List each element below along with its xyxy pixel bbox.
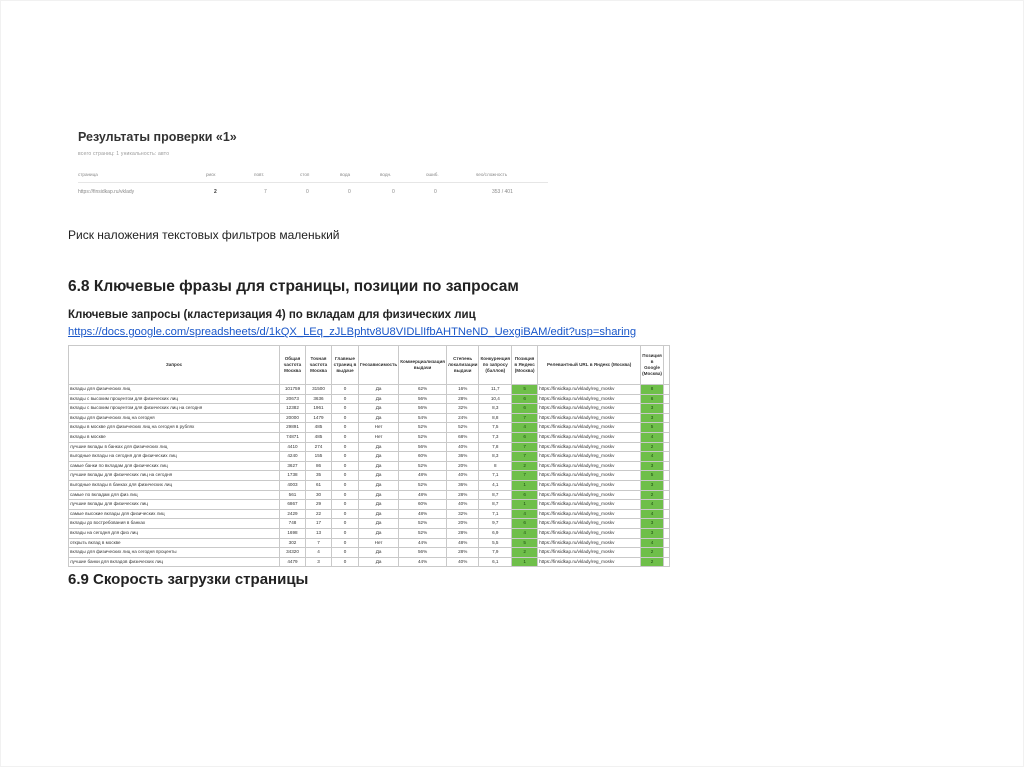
cell-exact-freq: 13 xyxy=(306,528,332,538)
cell-google-position: 4 xyxy=(641,538,664,548)
cell-extra xyxy=(663,557,669,567)
cell-yandex-url[interactable]: https://finsidkap.ru/vklady/reg_moskv xyxy=(538,519,641,529)
cell-yandex-url[interactable]: https://finsidkap.ru/vklady/reg_moskv xyxy=(538,461,641,471)
cell-google-position: 3 xyxy=(641,528,664,538)
cell-localization: 20% xyxy=(446,519,479,529)
check-cell-repeat: 7 xyxy=(264,189,267,195)
cell-localization: 28% xyxy=(446,490,479,500)
spreadsheet-link[interactable]: https://docs.google.com/spreadsheets/d/1kQX_LEq_zJLBphtv8U8VIDLlIfbAHTNeND_UexgiBAM/edit?usp=sharing xyxy=(68,326,637,338)
cell-localization: 28% xyxy=(446,528,479,538)
cell-competition: 8,8 xyxy=(479,413,512,423)
check-cell-risk: 2 xyxy=(214,189,217,195)
check-cell-water: 0 xyxy=(348,189,351,195)
cell-extra xyxy=(663,432,669,442)
cell-query: выгодные вклады на сегодня для физических лиц xyxy=(69,452,280,462)
cell-yandex-position: 4 xyxy=(512,423,538,433)
cell-geo: Да xyxy=(359,452,399,462)
check-col-stop[interactable]: стоп xyxy=(300,172,310,177)
cell-competition: 5,5 xyxy=(479,538,512,548)
cell-google-position: 3 xyxy=(641,519,664,529)
cell-commercial: 48% xyxy=(399,471,447,481)
cell-total-freq: 3627 xyxy=(280,461,306,471)
cell-total-freq: 29891 xyxy=(280,423,306,433)
cell-extra xyxy=(663,394,669,404)
cell-google-position: 4 xyxy=(641,432,664,442)
cell-main-pages: 0 xyxy=(332,548,359,558)
cell-commercial: 56% xyxy=(399,548,447,558)
section-heading-speed: 6.9 Скорость загрузки страницы xyxy=(68,571,309,588)
table-row xyxy=(69,413,670,423)
cell-query: самые банки по вкладам для физических лиц xyxy=(69,461,280,471)
cell-main-pages: 0 xyxy=(332,442,359,452)
cell-total-freq: 101759 xyxy=(280,385,306,395)
section-heading-keywords: 6.8 Ключевые фразы для страницы, позиции по запросам xyxy=(68,278,519,295)
cell-extra xyxy=(663,404,669,414)
cell-google-position: 6 xyxy=(641,394,664,404)
cell-exact-freq: 29 xyxy=(306,500,332,510)
check-col-seo[interactable]: seo/сложность xyxy=(476,172,508,177)
col-total-freq: Общая частота Москва xyxy=(280,346,306,385)
check-cell-seo: 353 / 401 xyxy=(492,189,513,195)
cell-geo: Нет xyxy=(359,423,399,433)
cell-localization: 32% xyxy=(446,404,479,414)
col-main-pages: Главные страниц в выдаче xyxy=(332,346,359,385)
keywords-table xyxy=(68,345,670,567)
check-results-title: Результаты проверки «1» xyxy=(78,130,237,144)
cell-main-pages: 0 xyxy=(332,413,359,423)
col-geo: Геозависимость xyxy=(359,346,399,385)
cell-competition: 6,1 xyxy=(479,557,512,567)
cell-localization: 36% xyxy=(446,480,479,490)
col-yandex-position: Позиция в Яндекс (Москва) xyxy=(512,346,538,385)
cell-localization: 32% xyxy=(446,509,479,519)
cell-yandex-url[interactable]: https://finsidkap.ru/vklady/reg_moskv xyxy=(538,471,641,481)
check-col-page[interactable]: страница xyxy=(78,172,98,177)
cell-commercial: 62% xyxy=(399,385,447,395)
check-results-row xyxy=(78,183,548,201)
col-localization: Степень локализации выдачи xyxy=(446,346,479,385)
cell-google-position: 3 xyxy=(641,461,664,471)
cell-total-freq: 34320 xyxy=(280,548,306,558)
cell-exact-freq: 35 xyxy=(306,471,332,481)
col-competition: Конкуренция по запросу (баллов) xyxy=(479,346,512,385)
cell-geo: Да xyxy=(359,519,399,529)
cell-yandex-url[interactable]: https://finsidkap.ru/vklady/reg_moskv xyxy=(538,413,641,423)
cell-exact-freq: 30 xyxy=(306,490,332,500)
cell-extra xyxy=(663,538,669,548)
cell-geo: Да xyxy=(359,404,399,414)
cell-extra xyxy=(663,548,669,558)
cell-main-pages: 0 xyxy=(332,385,359,395)
col-extra xyxy=(663,346,669,385)
table-row xyxy=(69,500,670,510)
cell-localization: 40% xyxy=(446,557,479,567)
cell-geo: Да xyxy=(359,471,399,481)
check-col-wateriness[interactable]: водн. xyxy=(380,172,392,177)
cell-localization: 40% xyxy=(446,500,479,510)
cell-geo: Да xyxy=(359,490,399,500)
cell-localization: 40% xyxy=(446,442,479,452)
cell-google-position: 2 xyxy=(641,490,664,500)
cell-geo: Да xyxy=(359,385,399,395)
table-row xyxy=(69,538,670,548)
cell-exact-freq: 1479 xyxy=(306,413,332,423)
cell-localization: 28% xyxy=(446,548,479,558)
cell-google-position: 2 xyxy=(641,548,664,558)
cell-yandex-position: 4 xyxy=(512,528,538,538)
cell-total-freq: 2429 xyxy=(280,509,306,519)
check-col-errors[interactable]: ошиб. xyxy=(426,172,439,177)
keywords-subtitle: Ключевые запросы (кластеризация 4) по вкладам для физических лиц xyxy=(68,309,476,321)
cell-yandex-position: 7 xyxy=(512,442,538,452)
cell-query: вклады для физических лиц на сегодня проценты xyxy=(69,548,280,558)
col-exact-freq: Точная частота Москва xyxy=(306,346,332,385)
cell-localization: 20% xyxy=(446,461,479,471)
cell-query: вклады с высоким процентом для физических лиц на сегодня xyxy=(69,404,280,414)
cell-total-freq: 74871 xyxy=(280,432,306,442)
cell-commercial: 52% xyxy=(399,528,447,538)
check-cell-wateriness: 0 xyxy=(392,189,395,195)
cell-main-pages: 0 xyxy=(332,394,359,404)
cell-yandex-position: 5 xyxy=(512,385,538,395)
table-row xyxy=(69,442,670,452)
col-yandex-url: Релевантный URL в Яндекс (Москва) xyxy=(538,346,641,385)
cell-extra xyxy=(663,528,669,538)
cell-yandex-position: 4 xyxy=(512,509,538,519)
cell-commercial: 52% xyxy=(399,461,447,471)
cell-yandex-url[interactable]: https://finsidkap.ru/vklady/reg_moskv xyxy=(538,500,641,510)
cell-exact-freq: 22 xyxy=(306,509,332,519)
cell-query: открыть вклад в москве xyxy=(69,538,280,548)
cell-yandex-url[interactable]: https://finsidkap.ru/vklady/reg_moskv xyxy=(538,557,641,567)
cell-exact-freq: 274 xyxy=(306,442,332,452)
check-col-repeat[interactable]: повт. xyxy=(254,172,265,177)
cell-exact-freq: 3 xyxy=(306,557,332,567)
cell-yandex-position: 6 xyxy=(512,394,538,404)
cell-extra xyxy=(663,442,669,452)
cell-total-freq: 12382 xyxy=(280,404,306,414)
cell-main-pages: 0 xyxy=(332,432,359,442)
cell-commercial: 52% xyxy=(399,480,447,490)
table-row xyxy=(69,548,670,558)
cell-main-pages: 0 xyxy=(332,500,359,510)
cell-yandex-position: 1 xyxy=(512,557,538,567)
col-commercial: Коммерциализация выдачи xyxy=(399,346,447,385)
cell-total-freq: 1738 xyxy=(280,471,306,481)
cell-exact-freq: 61 xyxy=(306,480,332,490)
cell-yandex-position: 7 xyxy=(512,471,538,481)
cell-extra xyxy=(663,490,669,500)
cell-yandex-url[interactable]: https://finsidkap.ru/vklady/reg_moskv xyxy=(538,394,641,404)
cell-main-pages: 0 xyxy=(332,509,359,519)
cell-geo: Да xyxy=(359,500,399,510)
cell-competition: 7,1 xyxy=(479,471,512,481)
cell-yandex-url[interactable]: https://finsidkap.ru/vklady/reg_moskv xyxy=(538,538,641,548)
cell-geo: Да xyxy=(359,413,399,423)
cell-total-freq: 302 xyxy=(280,538,306,548)
col-google-position: Позиция в Google (Москва) xyxy=(641,346,664,385)
cell-commercial: 54% xyxy=(399,413,447,423)
cell-main-pages: 0 xyxy=(332,557,359,567)
cell-yandex-position: 2 xyxy=(512,548,538,558)
cell-geo: Да xyxy=(359,528,399,538)
keywords-table-body xyxy=(69,385,670,567)
check-cell-stop: 0 xyxy=(306,189,309,195)
cell-query: лучшие банки для вкладов физических лиц xyxy=(69,557,280,567)
cell-google-position: 5 xyxy=(641,423,664,433)
cell-yandex-position: 2 xyxy=(512,461,538,471)
cell-commercial: 44% xyxy=(399,557,447,567)
cell-commercial: 44% xyxy=(399,538,447,548)
cell-exact-freq: 155 xyxy=(306,452,332,462)
cell-main-pages: 0 xyxy=(332,519,359,529)
table-row xyxy=(69,461,670,471)
cell-geo: Нет xyxy=(359,538,399,548)
cell-extra xyxy=(663,385,669,395)
check-results-header xyxy=(78,168,548,183)
cell-query: лучшие вклады для физических лиц на сегодня xyxy=(69,471,280,481)
cell-competition: 6,9 xyxy=(479,528,512,538)
cell-commercial: 52% xyxy=(399,519,447,529)
cell-commercial: 60% xyxy=(399,452,447,462)
cell-extra xyxy=(663,452,669,462)
cell-main-pages: 0 xyxy=(332,538,359,548)
cell-extra xyxy=(663,461,669,471)
cell-commercial: 56% xyxy=(399,394,447,404)
cell-localization: 68% xyxy=(446,432,479,442)
cell-extra xyxy=(663,471,669,481)
table-row xyxy=(69,432,670,442)
cell-total-freq: 1698 xyxy=(280,528,306,538)
cell-commercial: 52% xyxy=(399,423,447,433)
cell-geo: Да xyxy=(359,461,399,471)
cell-extra xyxy=(663,413,669,423)
cell-google-position: 4 xyxy=(641,452,664,462)
cell-extra xyxy=(663,423,669,433)
cell-total-freq: 20000 xyxy=(280,413,306,423)
cell-localization: 40% xyxy=(446,471,479,481)
cell-geo: Нет xyxy=(359,432,399,442)
cell-yandex-url[interactable]: https://finsidkap.ru/vklady/reg_moskv xyxy=(538,442,641,452)
cell-localization: 16% xyxy=(446,385,479,395)
cell-competition: 7,1 xyxy=(479,509,512,519)
cell-competition: 10,4 xyxy=(479,394,512,404)
table-row xyxy=(69,471,670,481)
cell-total-freq: 6867 xyxy=(280,500,306,510)
cell-query: самые по вкладам для физ лиц xyxy=(69,490,280,500)
table-row xyxy=(69,519,670,529)
cell-extra xyxy=(663,519,669,529)
cell-query: вклады в москве xyxy=(69,432,280,442)
cell-competition: 8,3 xyxy=(479,452,512,462)
cell-yandex-position: 1 xyxy=(512,500,538,510)
cell-exact-freq: 17 xyxy=(306,519,332,529)
cell-geo: Да xyxy=(359,442,399,452)
cell-total-freq: 561 xyxy=(280,490,306,500)
cell-competition: 7,8 xyxy=(479,442,512,452)
cell-query: выгодные вклады в банках для физических лиц xyxy=(69,480,280,490)
risk-summary-text: Риск наложения текстовых фильтров маленький xyxy=(68,228,340,242)
cell-yandex-url[interactable]: https://finsidkap.ru/vklady/reg_moskv xyxy=(538,423,641,433)
cell-geo: Да xyxy=(359,557,399,567)
cell-total-freq: 748 xyxy=(280,519,306,529)
table-row xyxy=(69,509,670,519)
check-col-risk[interactable]: риск xyxy=(206,172,216,177)
cell-yandex-position: 6 xyxy=(512,519,538,529)
table-row xyxy=(69,452,670,462)
cell-yandex-position: 5 xyxy=(512,538,538,548)
cell-localization: 48% xyxy=(446,538,479,548)
cell-competition: 7,5 xyxy=(479,423,512,433)
cell-competition: 7,3 xyxy=(479,432,512,442)
cell-yandex-url[interactable]: https://finsidkap.ru/vklady/reg_moskv xyxy=(538,528,641,538)
cell-total-freq: 4479 xyxy=(280,557,306,567)
cell-exact-freq: 485 xyxy=(306,432,332,442)
cell-exact-freq: 31500 xyxy=(306,385,332,395)
check-results-table xyxy=(78,168,548,201)
cell-total-freq: 4410 xyxy=(280,442,306,452)
cell-competition: 4,1 xyxy=(479,480,512,490)
cell-google-position: 2 xyxy=(641,442,664,452)
check-col-water[interactable]: вода xyxy=(340,172,351,177)
cell-query: вклады для физических лиц на сегодня xyxy=(69,413,280,423)
cell-localization: 24% xyxy=(446,413,479,423)
cell-main-pages: 0 xyxy=(332,461,359,471)
cell-competition: 8,7 xyxy=(479,490,512,500)
cell-yandex-url[interactable]: https://finsidkap.ru/vklady/reg_moskv xyxy=(538,480,641,490)
cell-exact-freq: 86 xyxy=(306,461,332,471)
table-row xyxy=(69,385,670,395)
cell-exact-freq: 4 xyxy=(306,548,332,558)
cell-main-pages: 0 xyxy=(332,528,359,538)
cell-competition: 8,3 xyxy=(479,404,512,414)
cell-total-freq: 20673 xyxy=(280,394,306,404)
cell-exact-freq: 1961 xyxy=(306,404,332,414)
keywords-header-row xyxy=(69,346,670,385)
cell-competition: 9,7 xyxy=(479,519,512,529)
table-row xyxy=(69,423,670,433)
cell-main-pages: 0 xyxy=(332,480,359,490)
cell-yandex-position: 7 xyxy=(512,452,538,462)
cell-localization: 28% xyxy=(446,394,479,404)
cell-query: вклады с высоким процентом для физических лиц xyxy=(69,394,280,404)
cell-google-position: 3 xyxy=(641,480,664,490)
cell-extra xyxy=(663,480,669,490)
cell-google-position: 3 xyxy=(641,413,664,423)
cell-total-freq: 4003 xyxy=(280,480,306,490)
cell-main-pages: 0 xyxy=(332,423,359,433)
cell-yandex-position: 1 xyxy=(512,480,538,490)
check-cell-errors: 0 xyxy=(434,189,437,195)
cell-localization: 52% xyxy=(446,423,479,433)
cell-google-position: 3 xyxy=(641,404,664,414)
cell-main-pages: 0 xyxy=(332,490,359,500)
col-query: Запрос xyxy=(69,346,280,385)
cell-query: вклады в москве для физических лиц на сегодня в рублях xyxy=(69,423,280,433)
cell-commercial: 56% xyxy=(399,442,447,452)
cell-yandex-position: 6 xyxy=(512,490,538,500)
table-row xyxy=(69,404,670,414)
cell-geo: Да xyxy=(359,394,399,404)
cell-query: вклады до востребования в банках xyxy=(69,519,280,529)
cell-query: вклады на сегодня для физ лиц xyxy=(69,528,280,538)
cell-exact-freq: 7 xyxy=(306,538,332,548)
cell-geo: Да xyxy=(359,509,399,519)
cell-yandex-position: 7 xyxy=(512,413,538,423)
cell-localization: 36% xyxy=(446,452,479,462)
cell-query: лучшие вклады в банках для физических лиц xyxy=(69,442,280,452)
cell-main-pages: 0 xyxy=(332,452,359,462)
cell-google-position: 4 xyxy=(641,500,664,510)
cell-commercial: 60% xyxy=(399,500,447,510)
cell-total-freq: 4240 xyxy=(280,452,306,462)
cell-main-pages: 0 xyxy=(332,471,359,481)
cell-main-pages: 0 xyxy=(332,404,359,414)
cell-competition: 7,9 xyxy=(479,548,512,558)
cell-yandex-url[interactable]: https://finsidkap.ru/vklady/reg_moskv xyxy=(538,490,641,500)
check-results-subtitle: всего страниц: 1 уникальность: авто xyxy=(78,151,170,157)
cell-commercial: 48% xyxy=(399,490,447,500)
cell-extra xyxy=(663,500,669,510)
cell-geo: Да xyxy=(359,480,399,490)
check-cell-page[interactable]: https://finsidkap.ru/vklady xyxy=(78,189,135,195)
cell-competition: 8 xyxy=(479,461,512,471)
table-row xyxy=(69,557,670,567)
cell-google-position: 2 xyxy=(641,557,664,567)
table-row xyxy=(69,480,670,490)
cell-yandex-url[interactable]: https://finsidkap.ru/vklady/reg_moskv xyxy=(538,432,641,442)
cell-exact-freq: 3636 xyxy=(306,394,332,404)
cell-geo: Да xyxy=(359,548,399,558)
cell-yandex-url[interactable]: https://finsidkap.ru/vklady/reg_moskv xyxy=(538,452,641,462)
cell-yandex-url[interactable]: https://finsidkap.ru/vklady/reg_moskv xyxy=(538,548,641,558)
cell-query: вклады для физических лиц xyxy=(69,385,280,395)
cell-google-position: 8 xyxy=(641,385,664,395)
cell-yandex-url[interactable]: https://finsidkap.ru/vklady/reg_moskv xyxy=(538,404,641,414)
cell-yandex-url[interactable]: https://finsidkap.ru/vklady/reg_moskv xyxy=(538,509,641,519)
cell-competition: 11,7 xyxy=(479,385,512,395)
cell-extra xyxy=(663,509,669,519)
cell-query: лучшие вклады для физических лиц xyxy=(69,500,280,510)
cell-commercial: 48% xyxy=(399,509,447,519)
cell-yandex-position: 6 xyxy=(512,432,538,442)
cell-google-position: 5 xyxy=(641,471,664,481)
cell-yandex-position: 6 xyxy=(512,404,538,414)
cell-query: самые высокие вклады для физических лиц xyxy=(69,509,280,519)
cell-exact-freq: 485 xyxy=(306,423,332,433)
cell-commercial: 52% xyxy=(399,432,447,442)
cell-google-position: 4 xyxy=(641,509,664,519)
table-row xyxy=(69,490,670,500)
table-row xyxy=(69,528,670,538)
table-row xyxy=(69,394,670,404)
cell-commercial: 56% xyxy=(399,404,447,414)
cell-yandex-url[interactable]: https://finsidkap.ru/vklady/reg_moskv xyxy=(538,385,641,395)
cell-competition: 8,7 xyxy=(479,500,512,510)
